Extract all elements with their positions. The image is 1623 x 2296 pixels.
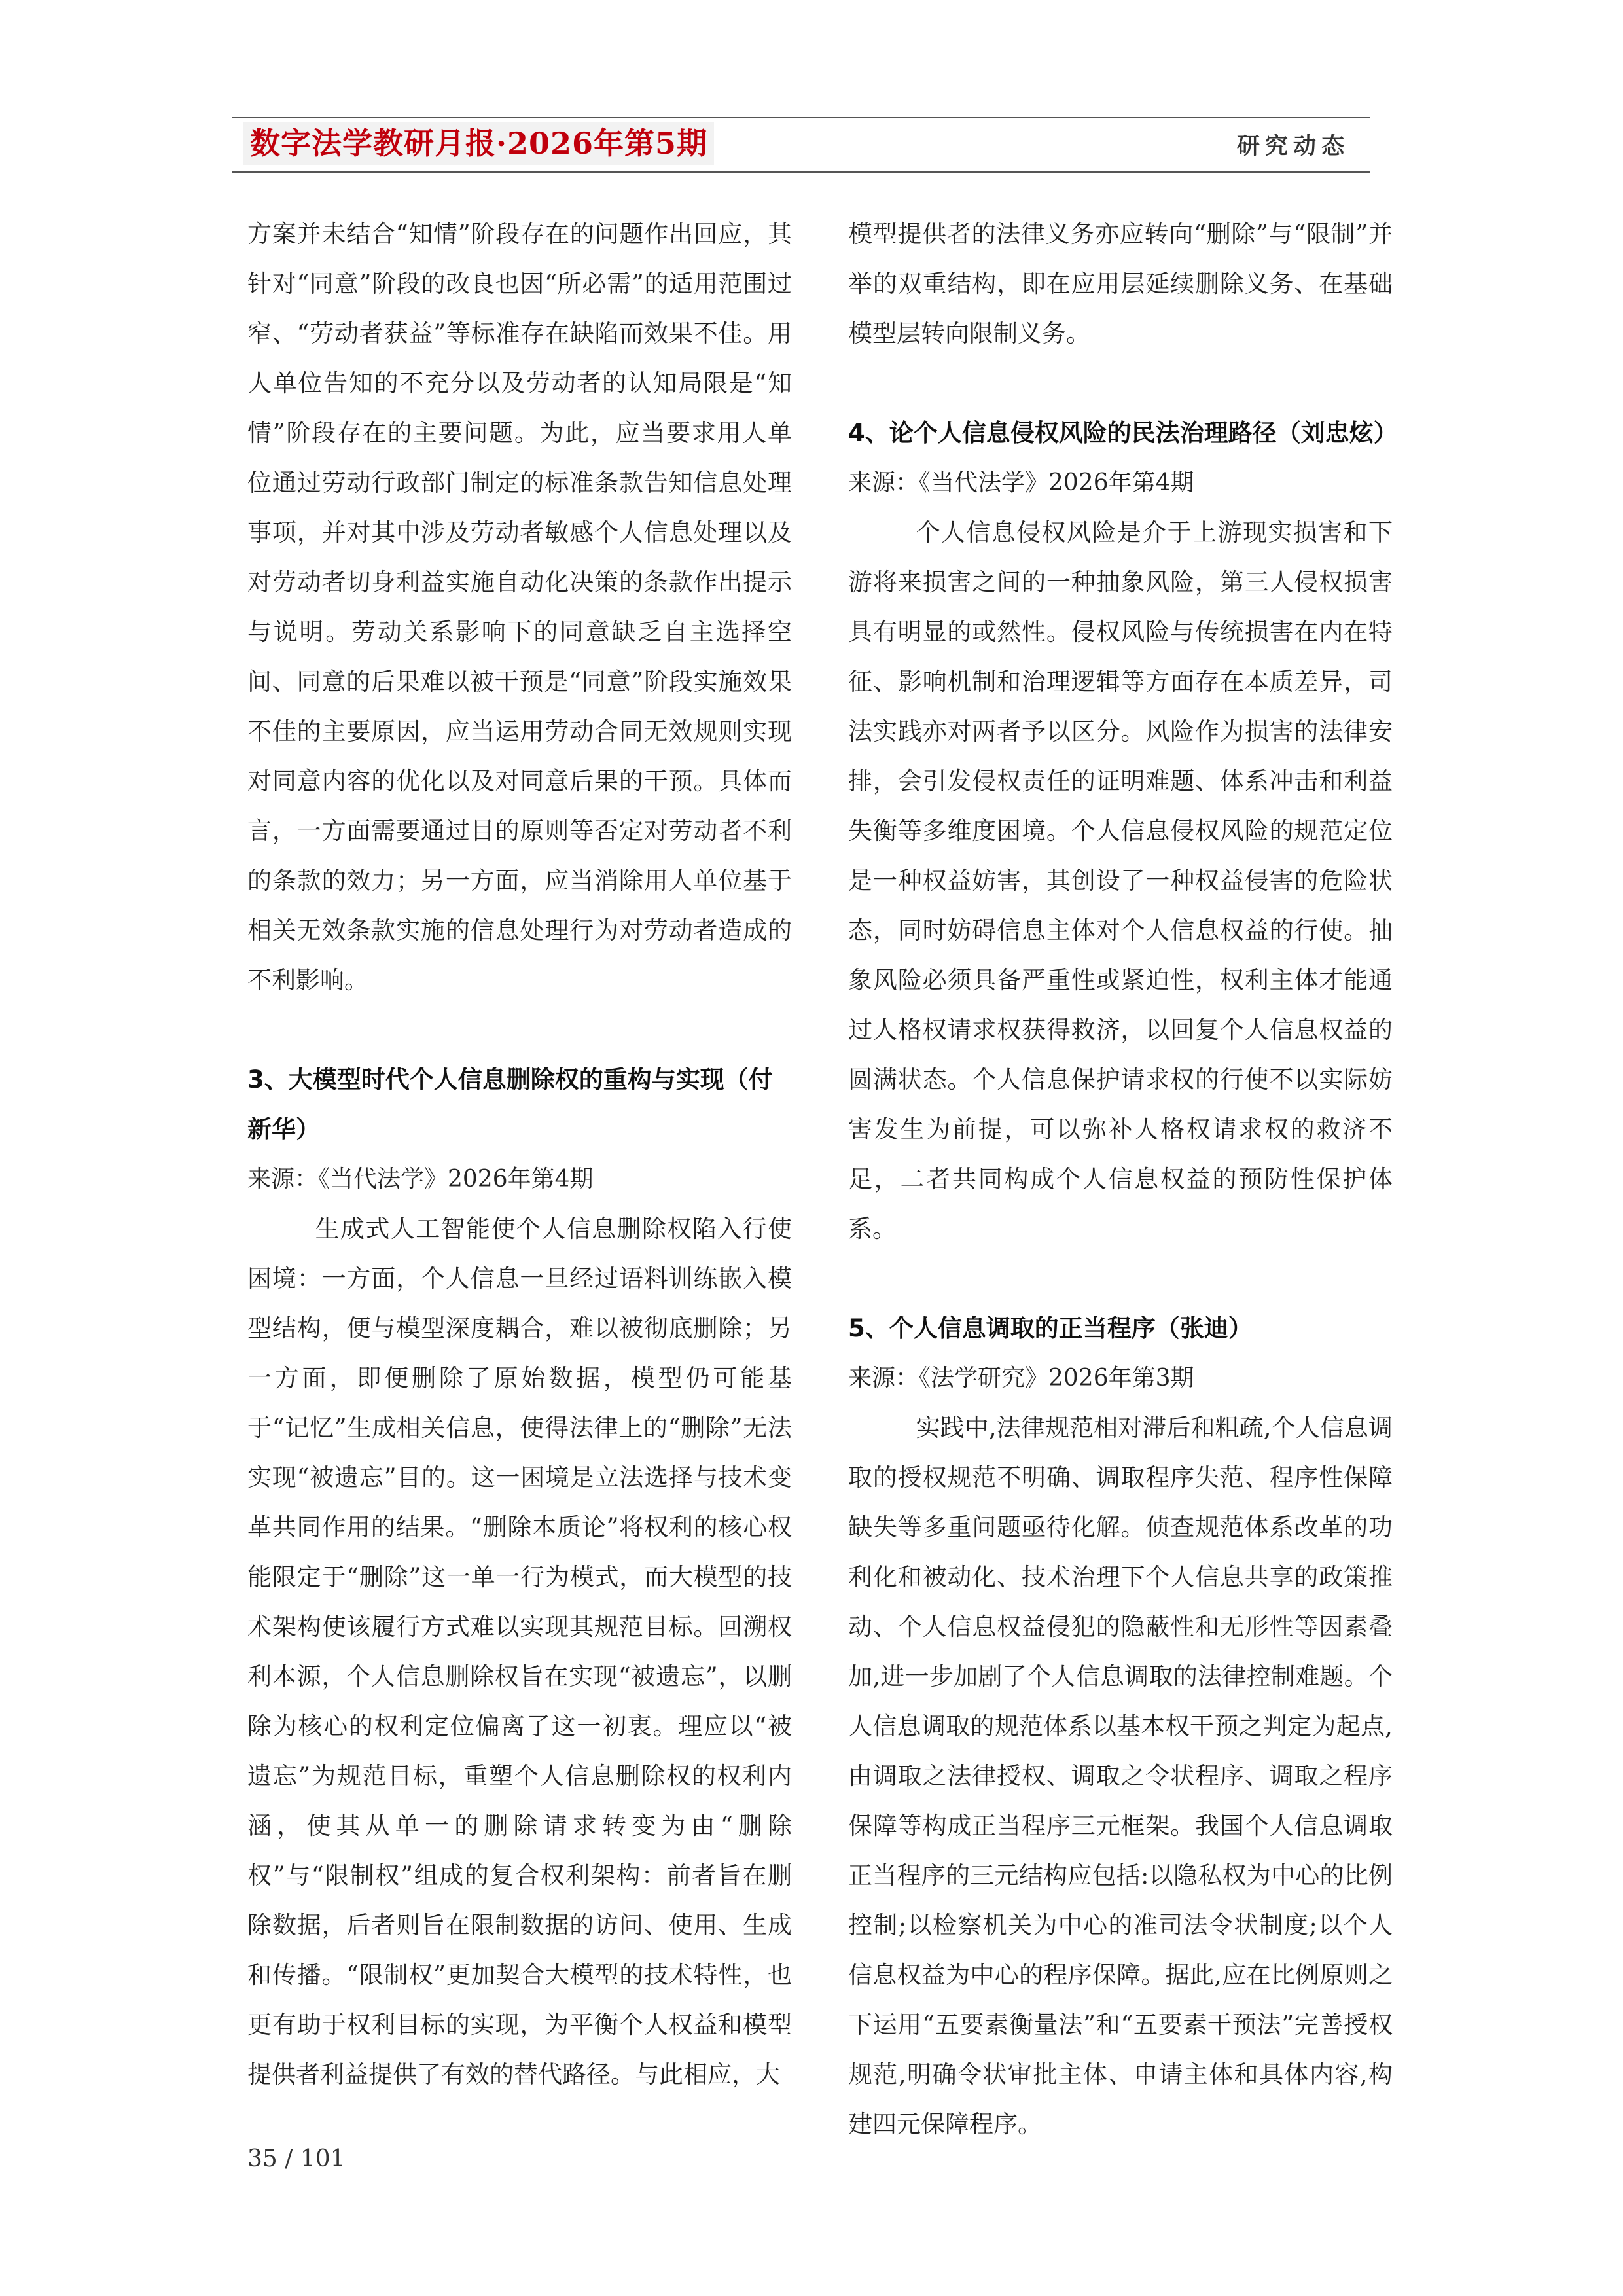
article-source: 来源：《法学研究》2026年第3期	[848, 1365, 1194, 1391]
article-source: 来源：《当代法学》2026年第4期	[848, 469, 1194, 496]
article-heading: 5、个人信息调取的正当程序（张迪）	[848, 1314, 1253, 1342]
left-column	[247, 209, 792, 2100]
section-label: 研究动态	[1237, 133, 1350, 160]
page-number: 35 / 101	[247, 2145, 346, 2172]
continued-paragraph: 方案并未结合“知情”阶段存在的问题作出回应，其针对“同意”阶段的改良也因“所必需”的适用范围过窄、“劳动者获益”等标准存在缺陷而效果不佳。用人单位告知的不充分以及劳动者的认知局限是“知情”阶段存在的主要问题。为此，应当要求用人单位通过劳动行政部门制定的标准条款告知信息处理事项，并对其中涉及劳动者敏感个人信息处理以及对劳动者切身利益实施自动化决策的条款作出提示与说明。劳动关系影响下的同意缺乏自主选择空间、同意的后果难以被干预是“同意”阶段实施效果不佳的主要原因，应当运用劳动合同无效规则实现对同意内容的优化以及对同意后果的干预。具体而言，一方面需要通过目的原则等否定对劳动者不利的条款的效力；另一方面，应当消除用人单位基于相关无效条款实施的信息处理行为对劳动者造成的不利影响。	[247, 220, 792, 994]
article-body: 生成式人工智能使个人信息删除权陷入行使困境：一方面，个人信息一旦经过语料训练嵌入模型结构，便与模型深度耦合，难以被彻底删除；另一方面，即便删除了原始数据，模型仍可能基于“记忆”生成相关信息，使得法律上的“删除”无法实现“被遗忘”目的。这一困境是立法选择与技术变革共同作用的结果。“删除本质论”将权利的核心权能限定于“删除”这一单一行为模式，而大模型的技术架构使该履行方式难以实现其规范目标。回溯权利本源，个人信息删除权旨在实现“被遗忘”，以删除为核心的权利定位偏离了这一初衷。理应以“被遗忘”为规范目标，重塑个人信息删除权的权利内涵，使其从单一的删除请求转变为由“删除权”与“限制权”组成的复合权利架构：前者旨在删除数据，后者则旨在限制数据的访问、使用、生成和传播。“限制权”更加契合大模型的技术特性，也更有助于权利目标的实现，为平衡个人权益和模型提供者利益提供了有效的替代路径。与此相应，大	[247, 1215, 792, 2089]
article-heading: 4、论个人信息侵权风险的民法治理路径（刘忠炫）	[848, 419, 1398, 447]
article-body: 实践中,法律规范相对滞后和粗疏,个人信息调取的授权规范不明确、调取程序失范、程序性保障缺失等多重问题亟待化解。侦查规范体系改革的功利化和被动化、技术治理下个人信息共享的政策推动、个人信息权益侵犯的隐蔽性和无形性等因素叠加,进一步加剧了个人信息调取的法律控制难题。个人信息调取的规范体系以基本权干预之判定为起点,由调取之法律授权、调取之令状程序、调取之程序保障等构成正当程序三元框架。我国个人信息调取正当程序的三元结构应包括:以隐私权为中心的比例控制;以检察机关为中心的准司法令状制度;以个人信息权益为中心的程序保障。据此,应在比例原则之下运用“五要素衡量法”和“五要素干预法”完善授权规范,明确令状审批主体、申请主体和具体内容,构建四元保障程序。	[848, 1414, 1393, 2138]
header-top-rule	[232, 117, 1370, 118]
article-heading: 3、大模型时代个人信息删除权的重构与实现（付新华）	[247, 1066, 773, 1143]
header-bottom-rule	[232, 171, 1370, 173]
article-body: 个人信息侵权风险是介于上游现实损害和下游将来损害之间的一种抽象风险，第三人侵权损害具有明显的或然性。侵权风险与传统损害在内在特征、影响机制和治理逻辑等方面存在本质差异，司法实践亦对两者予以区分。风险作为损害的法律安排，会引发侵权责任的证明难题、体系冲击和利益失衡等多维度困境。个人信息侵权风险的规范定位是一种权益妨害，其创设了一种权益侵害的危险状态，同时妨碍信息主体对个人信息权益的行使。抽象风险必须具备严重性或紧迫性，权利主体才能通过人格权请求权获得救济，以回复个人信息权益的圆满状态。个人信息保护请求权的行使不以实际妨害发生为前提，可以弥补人格权请求权的救济不足，二者共同构成个人信息权益的预防性保护体系。	[848, 518, 1393, 1243]
article-source: 来源：《当代法学》2026年第4期	[247, 1166, 594, 1193]
right-column	[848, 209, 1398, 2149]
journal-masthead: 数字法学教研月报·2026年第5期	[243, 122, 714, 165]
continued-paragraph: 模型提供者的法律义务亦应转向“删除”与“限制”并举的双重结构，即在应用层延续删除义务、在基础模型层转向限制义务。	[848, 220, 1393, 348]
